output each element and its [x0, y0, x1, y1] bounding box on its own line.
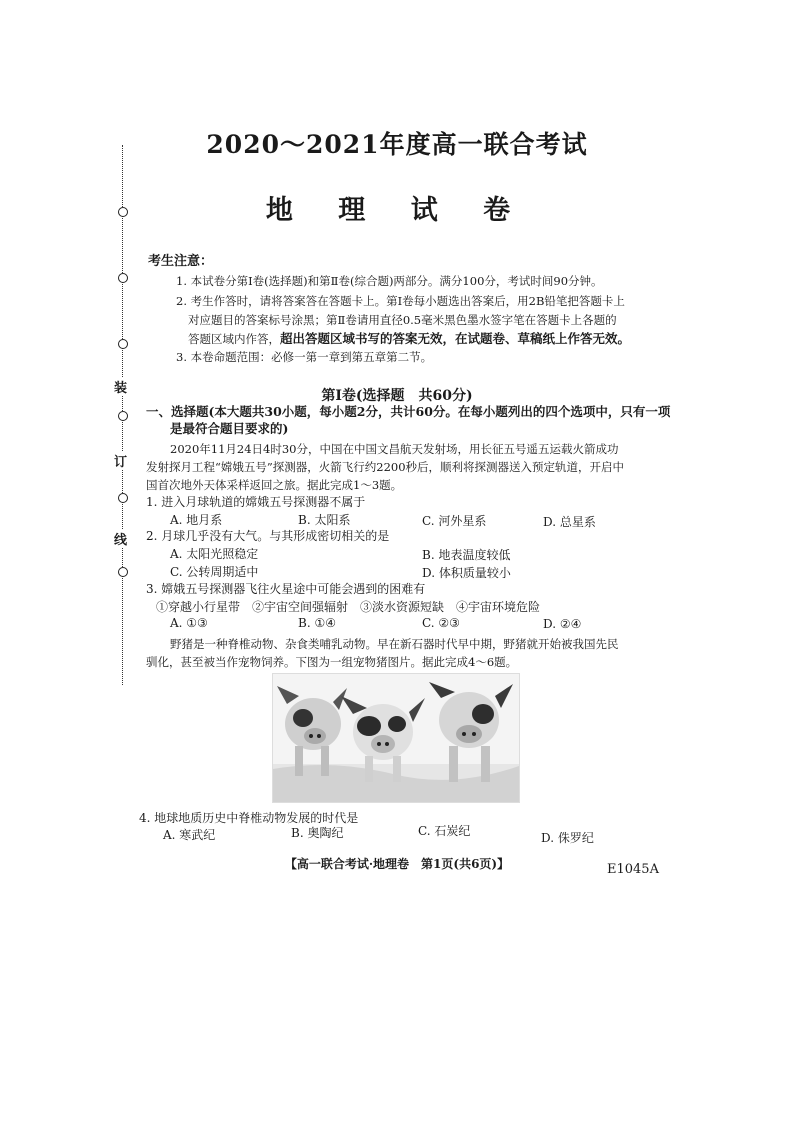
- exam-title: 2020～2021年度高一联合考试: [206, 130, 588, 159]
- binding-hole: [118, 273, 128, 283]
- option: B. 奥陶纪: [291, 826, 344, 840]
- option: A. 地月系: [170, 513, 223, 527]
- question-stem: 1. 进入月球轨道的嫦娥五号探测器不属于: [146, 495, 366, 509]
- notice-item-3: 3. 本卷命题范围：必修一第一章到第五章第二节。: [176, 350, 433, 364]
- option: A. 寒武纪: [163, 828, 216, 842]
- paper-code: E1045A: [607, 862, 659, 877]
- option: C. 石炭纪: [418, 824, 471, 838]
- pet-pigs-photo: [272, 673, 520, 803]
- binding-hole: [118, 411, 128, 421]
- notice-heading: 考生注意：: [148, 254, 214, 269]
- notice-item-2: 2. 考生作答时，请将答案答在答题卡上。第Ⅰ卷每小题选出答案后，用2B铅笔把答题卡上: [176, 294, 625, 308]
- notice-item-2-cont: 对应题目的答案标号涂黑；第Ⅱ卷请用直径0.5毫米黑色墨水签字笔在答题卡上各题的: [188, 313, 617, 327]
- question-items: ①穿越小行星带 ②宇宙空间强辐射 ③淡水资源短缺 ④宇宙环境危险: [156, 600, 541, 614]
- option: D. ②④: [543, 617, 582, 631]
- pig-figure: [277, 686, 347, 776]
- option: A. 太阳光照稳定: [170, 547, 259, 561]
- option: D. 体积质量较小: [422, 566, 511, 580]
- passage-line: 国首次地外天体采样返回之旅。据此完成1～3题。: [146, 478, 403, 492]
- binding-char: 订: [114, 451, 127, 470]
- question-stem: 2. 月球几乎没有大气。与其形成密切相关的是: [146, 529, 390, 543]
- page-footer: 【高一联合考试·地理卷 第1页(共6页)】: [284, 857, 510, 871]
- notice-text: 答题区域内作答，: [188, 332, 280, 346]
- option: A. ①③: [170, 616, 208, 630]
- binding-hole: [118, 567, 128, 577]
- passage-line: 发射探月工程“嫦娥五号”探测器，火箭飞行约2200秒后，顺利将探测器送入预定轨道，开启中: [146, 460, 625, 474]
- binding-hole: [118, 339, 128, 349]
- question-stem: 3. 嫦娥五号探测器飞往火星途中可能会遇到的困难有: [146, 582, 426, 596]
- passage-line: 2020年11月24日4时30分，中国在中国文昌航天发射场，用长征五号遥五运载火箭成功: [170, 442, 619, 456]
- binding-hole: [118, 493, 128, 503]
- option: B. ①④: [298, 616, 336, 630]
- section-heading-cont: 是最符合题目要求的): [170, 421, 289, 436]
- binding-char: 装: [114, 377, 127, 396]
- option: C. ②③: [422, 616, 460, 630]
- passage-line: 驯化，甚至被当作宠物饲养。下图为一组宠物猪图片。据此完成4～6题。: [146, 655, 518, 669]
- option: B. 太阳系: [298, 513, 351, 527]
- option: D. 侏罗纪: [541, 831, 594, 845]
- section-heading: 一、选择题(本大题共30小题，每小题2分，共计60分。在每小题列出的四个选项中，只有一项: [146, 404, 671, 419]
- binding-char: 线: [114, 529, 127, 548]
- notice-item-1: 1. 本试卷分第Ⅰ卷(选择题)和第Ⅱ卷(综合题)两部分。满分100分，考试时间90分钟。: [176, 274, 603, 288]
- notice-emphasis: 超出答题区域书写的答案无效，在试题卷、草稿纸上作答无效。: [280, 331, 631, 346]
- option: C. 公转周期适中: [170, 565, 259, 579]
- question-stem: 4. 地球地质历史中脊椎动物发展的时代是: [139, 811, 359, 825]
- notice-item-2-cont2: [188, 331, 630, 347]
- option: C. 河外星系: [422, 514, 487, 528]
- passage-line: 野猪是一种脊椎动物、杂食类哺乳动物。早在新石器时代早中期，野猪就开始被我国先民: [170, 637, 619, 651]
- option: B. 地表温度较低: [422, 548, 511, 562]
- option: D. 总星系: [543, 515, 596, 529]
- part-title: 第Ⅰ卷(选择题 共60分): [321, 388, 473, 404]
- subject-title: 地 理 试 卷: [265, 195, 529, 226]
